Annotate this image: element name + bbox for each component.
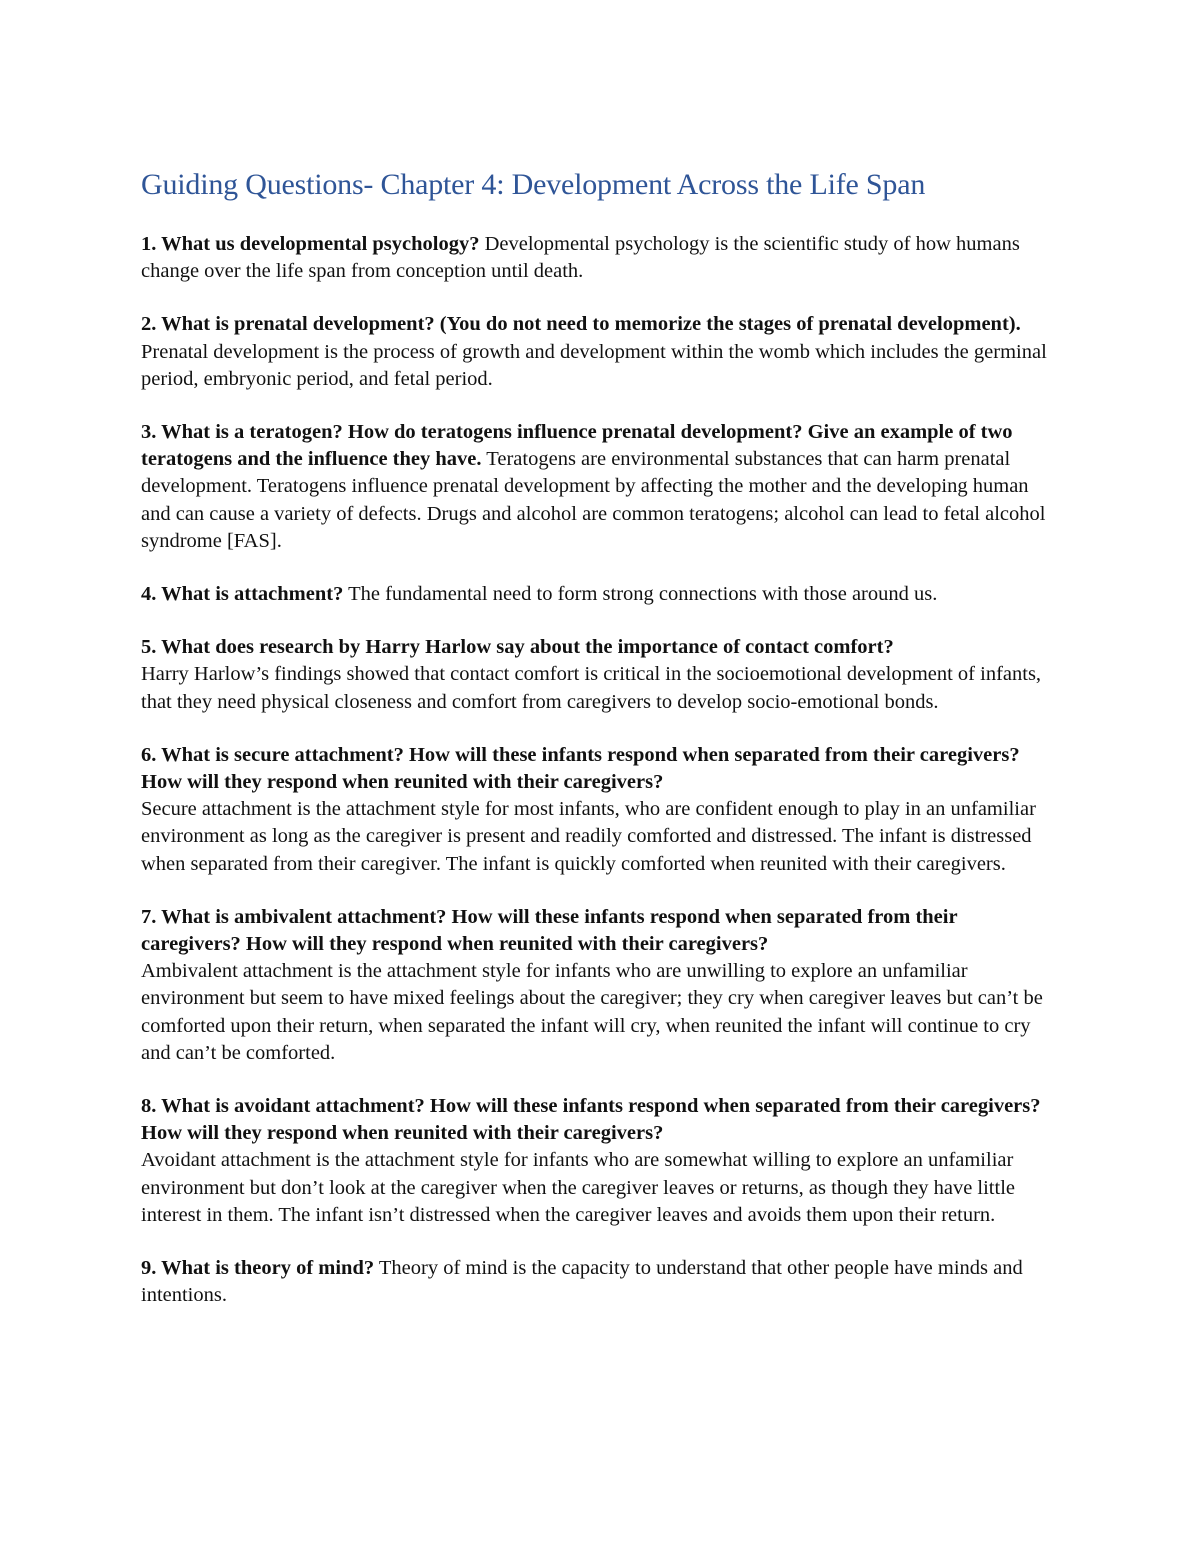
question-text: 5. What does research by Harry Harlow say about the importance of contact comfort? [141, 636, 894, 659]
question-text: 7. What is ambivalent attachment? How will these infants respond when separated from their caregivers? How will they respond when reunited with their caregivers? [141, 905, 958, 956]
qa-item-9 [141, 1255, 1061, 1309]
qa-item-6 [141, 742, 1061, 878]
qa-item-8 [141, 1093, 1061, 1229]
answer-text: The fundamental need to form strong connections with those around us. [348, 583, 938, 606]
question-text: 3. What is a teratogen? How do teratogens influence prenatal development? Give an example of two teratogens and the influence they have. [141, 421, 1013, 471]
question-text: 4. What is attachment? [141, 583, 344, 606]
answer-text: Ambivalent attachment is the attachment style for infants who are unwilling to explore an unfamiliar environment but seem to have mixed feelings about the caregiver; they cry when caregiver leaves but can’t be comforted upon their return, when separated the infant will cry, when reunited the infant will continue to cry and can’t be comforted. [141, 960, 1043, 1064]
answer-text: Secure attachment is the attachment style for most infants, who are confident enough to play in an unfamiliar environment as long as the caregiver is present and readily comforted and distressed. The infant is distressed when separated from their caregiver. The infant is quickly comforted when reunited with their caregivers. [141, 798, 1036, 875]
qa-item-7 [141, 904, 1061, 1067]
qa-item-5 [141, 634, 1061, 716]
answer-text: Theory of mind is the capacity to understand that other people have minds and intentions. [141, 1257, 1023, 1307]
document-title: Guiding Questions- Chapter 4: Development Across the Life Span [141, 168, 926, 201]
question-text: 6. What is secure attachment? How will these infants respond when separated from their caregivers? How will they respond when reunited with their caregivers? [141, 743, 1020, 794]
qa-item-1 [141, 231, 1061, 285]
question-text: 1. What us developmental psychology? [141, 233, 480, 255]
question-text: 2. What is prenatal development? (You do not need to memorize the stages of prenatal development). [141, 313, 1021, 336]
answer-text: Harry Harlow’s findings showed that contact comfort is critical in the socioemotional development of infants, that they need physical closeness and comfort from caregivers to develop socio-emotional bonds. [141, 663, 1042, 713]
question-text: 8. What is avoidant attachment? How will these infants respond when separated from their caregivers? How will they respond when reunited with their caregivers? [141, 1095, 1041, 1145]
qa-item-2 [141, 311, 1061, 393]
question-text: 9. What is theory of mind? [141, 1257, 375, 1280]
answer-text: Developmental psychology is the scientific study of how humans change over the life span from conception until death. [141, 233, 1020, 283]
qa-item-3 [141, 419, 1061, 555]
document-body [141, 163, 1061, 1336]
qa-item-4 [141, 581, 1061, 608]
answer-text: Prenatal development is the process of growth and development within the womb which includes the germinal period, embryonic period, and fetal period. [141, 340, 1047, 390]
answer-text: Avoidant attachment is the attachment style for infants who are somewhat willing to explore an unfamiliar environment but don’t look at the caregiver when the caregiver leaves or returns, as though they have little interest in them. The infant isn’t distressed when the caregiver leaves and avoids them upon their return. [141, 1149, 1015, 1226]
answer-text: Teratogens are environmental substances that can harm prenatal development. Teratogens influence prenatal development by affecting the mother and the developing human and can cause a variety of defects. Drugs and alcohol are common teratogens; alcohol can lead to fetal alcohol syndrome [FAS]. [141, 448, 1046, 552]
